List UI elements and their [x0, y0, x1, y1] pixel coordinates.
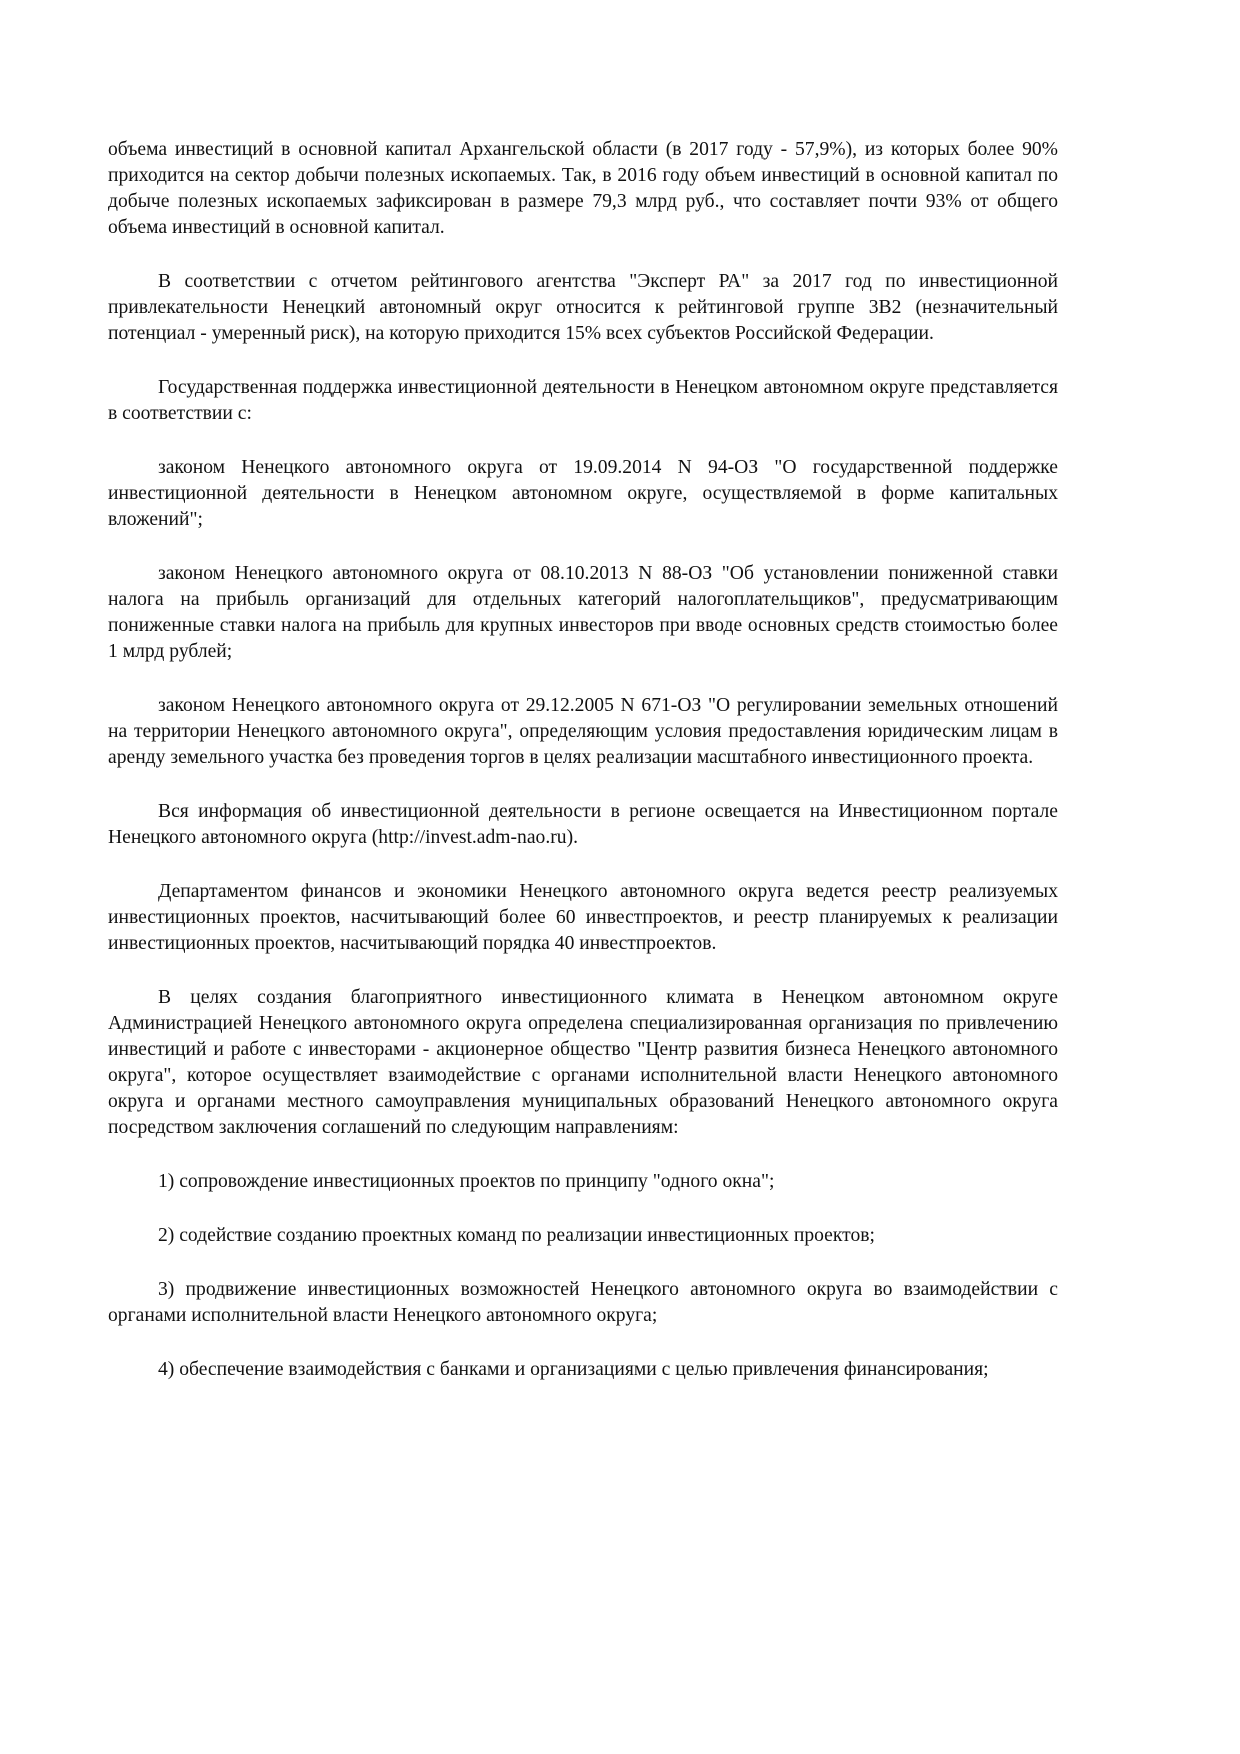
paragraph-portal: Вся информация об инвестиционной деятельности в регионе освещается на Инвестиционном портале Ненецкого автономного округа (http://invest.adm-nao.ru). — [108, 801, 1058, 848]
paragraph-state-support: Государственная поддержка инвестиционной деятельности в Ненецком автономном округе представляется в соответствии с: — [108, 377, 1058, 424]
paragraph-law-88: законом Ненецкого автономного округа от 08.10.2013 N 88-ОЗ "Об установлении пониженной ставки налога на прибыль организаций для отдельных категорий налогоплательщиков", предусматривающим пониженные ставки налога на прибыль для крупных инвесторов при вводе основных средств стоимостью более 1 млрд рублей; — [108, 563, 1058, 662]
paragraph-law-671: законом Ненецкого автономного округа от 29.12.2005 N 671-ОЗ "О регулировании земельных отношений на территории Ненецкого автономного округа", определяющим условия предоставления юридическим лицам в аренду земельного участка без проведения торгов в целях реализации масштабного инвестиционного проекта. — [108, 695, 1058, 768]
paragraph-climate: В целях создания благоприятного инвестиционного климата в Ненецком автономном округе Администрацией Ненецкого автономного округа определена специализированная организация по привлечению инвестиций и работе с инвесторами - акционерное общество "Центр развития бизнеса Ненецкого автономного округа", которое осуществляет взаимодействие с органами исполнительной власти Ненецкого автономного округа и органами местного самоуправления муниципальных образований Ненецкого автономного округа посредством заключения соглашений по следующим направлениям: — [108, 987, 1058, 1138]
list-item-direction-3: 3) продвижение инвестиционных возможностей Ненецкого автономного округа во взаимодействии с органами исполнительной власти Ненецкого автономного округа; — [108, 1279, 1058, 1326]
list-item-direction-4: 4) обеспечение взаимодействия с банками и организациями с целью привлечения финансирования; — [158, 1359, 989, 1380]
document-page — [108, 137, 1058, 1411]
paragraph-continuation: объема инвестиций в основной капитал Архангельской области (в 2017 году - 57,9%), из которых более 90% приходится на сектор добычи полезных ископаемых. Так, в 2016 году объем инвестиций в основной капитал по добыче полезных ископаемых зафиксирован в размере 79,3 млрд руб., что составляет почти 93% от общего объема инвестиций в основной капитал. — [108, 139, 1058, 238]
list-item-direction-2: 2) содействие созданию проектных команд по реализации инвестиционных проектов; — [158, 1225, 875, 1246]
paragraph-rating: В соответствии с отчетом рейтингового агентства "Эксперт РА" за 2017 год по инвестиционной привлекательности Ненецкий автономный округ относится к рейтинговой группе 3В2 (незначительный потенциал - умеренный риск), на которую приходится 15% всех субъектов Российской Федерации. — [108, 271, 1058, 344]
paragraph-law-94: законом Ненецкого автономного округа от 19.09.2014 N 94-ОЗ "О государственной поддержке инвестиционной деятельности в Ненецком автономном округе, осуществляемой в форме капитальных вложений"; — [108, 457, 1058, 530]
list-item-direction-1: 1) сопровождение инвестиционных проектов по принципу "одного окна"; — [158, 1171, 775, 1192]
paragraph-registry: Департаментом финансов и экономики Ненецкого автономного округа ведется реестр реализуемых инвестиционных проектов, насчитывающий более 60 инвестпроектов, и реестр планируемых к реализации инвестиционных проектов, насчитывающий порядка 40 инвестпроектов. — [108, 881, 1058, 954]
